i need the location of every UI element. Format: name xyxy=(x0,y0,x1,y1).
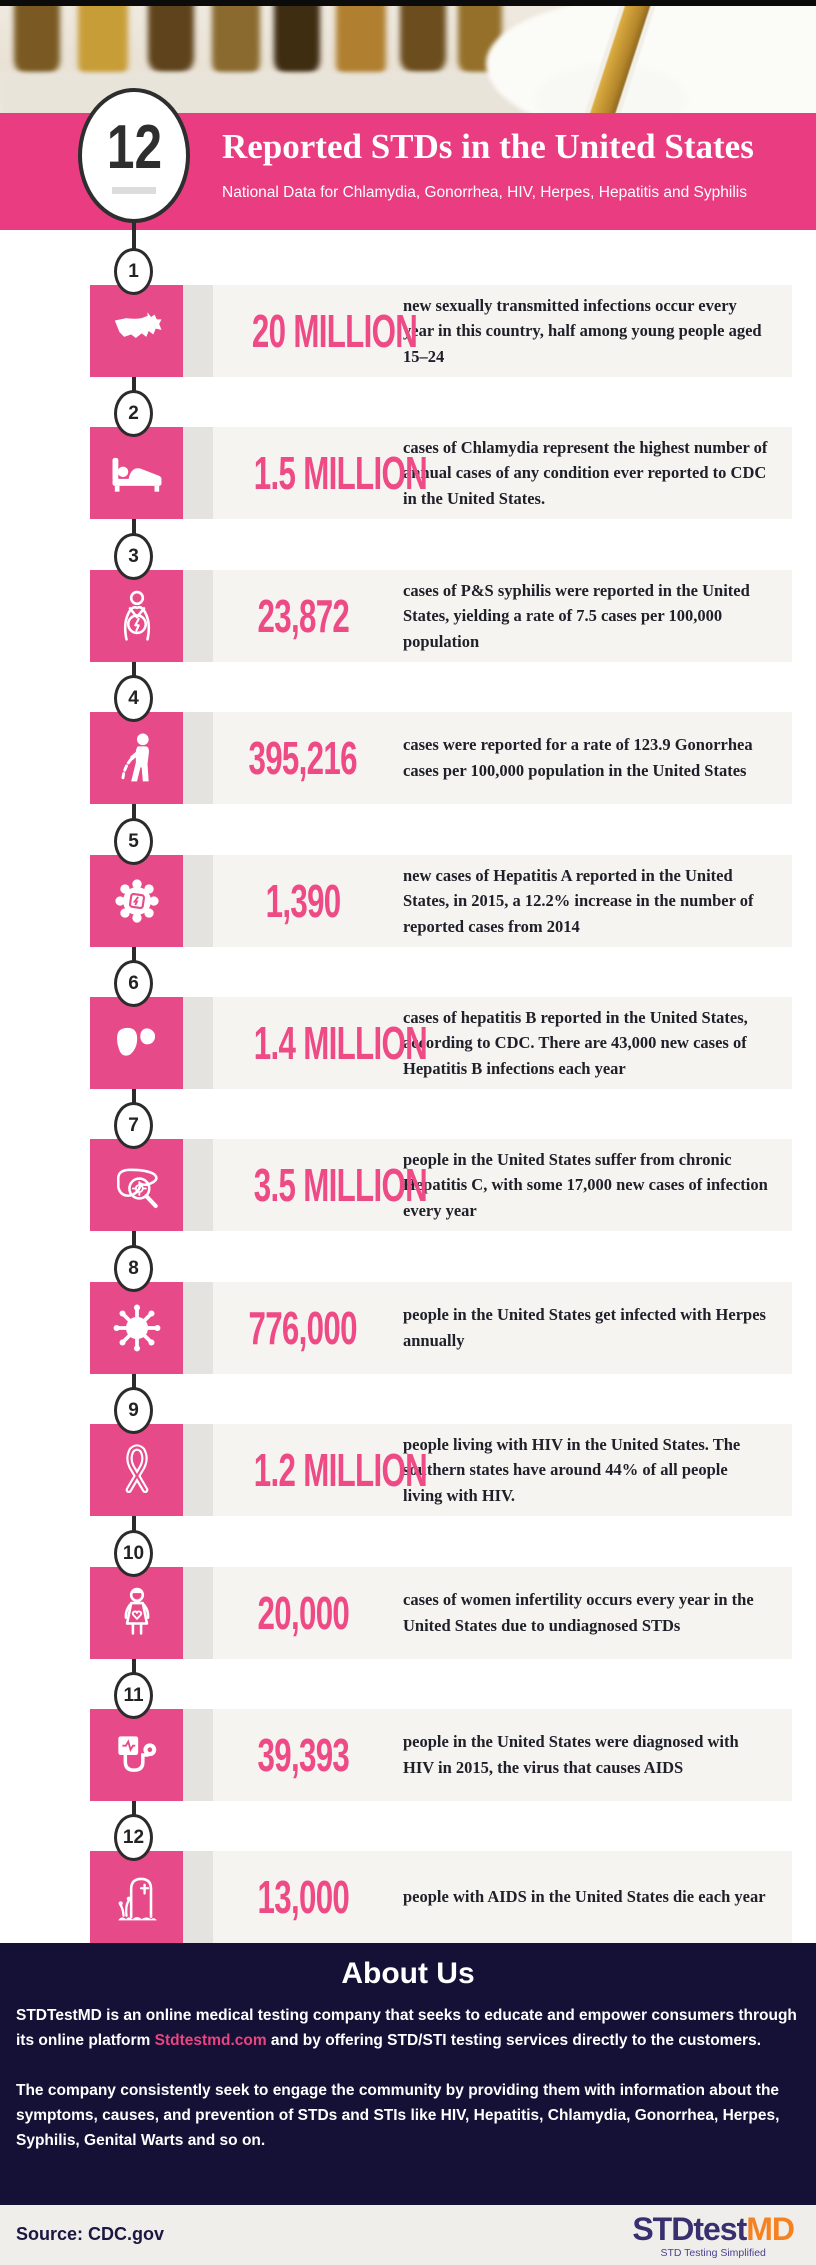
logo-text-primary: STDtest xyxy=(632,2211,747,2247)
stat-description: cases of Chlamydia represent the highest number of annual cases of any condition ever reported to CDC in the United States. xyxy=(403,437,768,508)
stat-item-3 xyxy=(0,545,816,662)
blood-pressure-icon xyxy=(90,1709,183,1801)
item-number: 11 xyxy=(123,1684,144,1706)
virus-gear-icon xyxy=(90,855,183,947)
about-section xyxy=(0,1943,816,2205)
stat-card xyxy=(183,570,792,662)
stat-description: people in the United States were diagnosed with HIV in 2015, the virus that causes AIDS xyxy=(403,1732,739,1777)
liver-icon xyxy=(90,997,183,1089)
stat-value: 3.5 MILLION xyxy=(253,1159,428,1211)
stat-value: 20 MILLION xyxy=(251,305,418,357)
stat-value: 1.2 MILLION xyxy=(253,1444,428,1496)
item-number: 3 xyxy=(128,545,139,567)
item-number: 7 xyxy=(128,1114,139,1136)
item-number: 1 xyxy=(128,260,139,282)
item-number-badge xyxy=(114,1245,153,1292)
item-number-badge xyxy=(114,248,153,295)
count-badge xyxy=(78,88,190,223)
stat-value: 1,390 xyxy=(265,875,341,927)
pregnant-woman-icon xyxy=(90,570,183,662)
page-subtitle: National Data for Chlamydia, Gonorrhea, HIV, Herpes, Hepatitis and Syphilis xyxy=(222,184,747,201)
virus-icon xyxy=(90,1282,183,1374)
urination-icon xyxy=(90,712,183,804)
stat-item-5 xyxy=(0,830,816,947)
stat-card xyxy=(183,1424,792,1516)
person-in-bed-icon xyxy=(90,427,183,519)
awareness-ribbon-icon xyxy=(90,1424,183,1516)
stat-item-6 xyxy=(0,972,816,1089)
source-credit: Source: CDC.gov xyxy=(16,2224,165,2244)
stat-item-10 xyxy=(0,1542,816,1659)
stat-card xyxy=(183,1567,792,1659)
item-number: 4 xyxy=(128,687,139,709)
stat-card xyxy=(183,1139,792,1231)
item-number: 12 xyxy=(122,1826,145,1848)
logo-text-secondary: MD xyxy=(746,2211,794,2247)
item-number-badge xyxy=(114,390,153,437)
stat-description: cases of hepatitis B reported in the United States, according to CDC. There are 43,000 new cases of Hepatitis B infections each year xyxy=(403,1007,748,1078)
stat-value: 20,000 xyxy=(257,1587,349,1639)
item-number-badge xyxy=(114,1102,153,1149)
stat-description: people living with HIV in the United States. The southern states have around 44% of all people living with HIV. xyxy=(403,1434,741,1505)
stat-description: people with AIDS in the United States die each year xyxy=(403,1887,766,1907)
page-title: Reported STDs in the United States xyxy=(222,127,754,166)
stat-card xyxy=(183,1851,792,1943)
stat-description: cases of women infertility occurs every year in the United States due to undiagnosed STDs xyxy=(403,1590,754,1635)
usa-map-icon xyxy=(90,285,183,377)
stat-item-8 xyxy=(0,1257,816,1374)
stat-description: people in the United States get infected with Herpes annually xyxy=(403,1305,766,1350)
stat-card xyxy=(183,855,792,947)
about-title: About Us xyxy=(341,1957,475,1990)
item-number-badge xyxy=(114,960,153,1007)
item-number: 8 xyxy=(128,1257,139,1279)
count-badge-underline xyxy=(112,187,156,194)
item-number-badge xyxy=(114,1530,153,1577)
about-paragraph-2: The company consistently seek to engage the community by providing them with information about the symptoms, causes, and prevention of STDs and STIs like HIV, Hepatitis, Chlamydia, Gonorrhea, Herpes, Syphilis, Genital Warts and so on. xyxy=(16,2082,780,2150)
footer-bar xyxy=(0,2205,816,2265)
item-number-badge xyxy=(114,818,153,865)
item-number-badge xyxy=(114,533,153,580)
about-paragraph-1: STDTestMD is an online medical testing company that seeks to educate and empower consumers through its online platform Stdtestmd.com and by offering STD/STI testing services directly to the customers. xyxy=(16,2007,797,2050)
item-number-badge xyxy=(114,1814,153,1861)
stat-description: people in the United States suffer from chronic Hepatitis C, with some 17,000 new cases of infection every year xyxy=(403,1149,768,1220)
stat-card xyxy=(183,427,792,519)
stat-card xyxy=(183,712,792,804)
stdtestmd-link[interactable]: Stdtestmd.com xyxy=(154,2032,267,2050)
header-banner xyxy=(0,113,816,230)
stat-value: 39,393 xyxy=(257,1729,349,1781)
liver-magnifier-icon xyxy=(90,1139,183,1231)
stat-item-2 xyxy=(0,402,816,519)
stat-item-9 xyxy=(0,1399,816,1516)
stat-value: 395,216 xyxy=(248,732,358,784)
stat-description: cases of P&S syphilis were reported in the United States, yielding a rate of 7.5 cases per 100,000 population xyxy=(403,580,750,651)
count-badge-number: 12 xyxy=(106,113,162,182)
item-number: 9 xyxy=(128,1399,139,1421)
stat-item-7 xyxy=(0,1114,816,1231)
item-number: 10 xyxy=(122,1542,145,1564)
stat-item-4 xyxy=(0,687,816,804)
item-number: 5 xyxy=(128,830,139,852)
stat-value: 13,000 xyxy=(257,1871,349,1923)
stat-value: 23,872 xyxy=(257,590,349,642)
stat-card xyxy=(183,997,792,1089)
stat-card xyxy=(183,285,792,377)
stat-value: 1.5 MILLION xyxy=(253,447,428,499)
item-number: 2 xyxy=(128,402,139,424)
tombstone-icon xyxy=(90,1851,183,1943)
stdtestmd-logo xyxy=(632,2212,794,2259)
stat-value: 1.4 MILLION xyxy=(253,1017,428,1069)
stat-description: new cases of Hepatitis A reported in the United States, in 2015, a 12.2% increase in the number of reported cases from 2014 xyxy=(403,865,754,936)
stat-item-11 xyxy=(0,1684,816,1801)
stat-item-12 xyxy=(0,1826,816,1943)
stat-card xyxy=(183,1709,792,1801)
item-number-badge xyxy=(114,1672,153,1719)
logo-tagline: STD Testing Simplified xyxy=(660,2247,766,2260)
stat-item-1 xyxy=(0,260,816,377)
stat-description: new sexually transmitted infections occur every year in this country, half among young people aged 15–24 xyxy=(403,295,762,366)
woman-infertility-icon xyxy=(90,1567,183,1659)
item-number: 6 xyxy=(128,972,139,994)
item-number-badge xyxy=(114,1387,153,1434)
item-number-badge xyxy=(114,675,153,722)
stat-description: cases were reported for a rate of 123.9 Gonorrhea cases per 100,000 population in the United States xyxy=(403,735,753,780)
stat-value: 776,000 xyxy=(248,1302,358,1354)
stat-card xyxy=(183,1282,792,1374)
